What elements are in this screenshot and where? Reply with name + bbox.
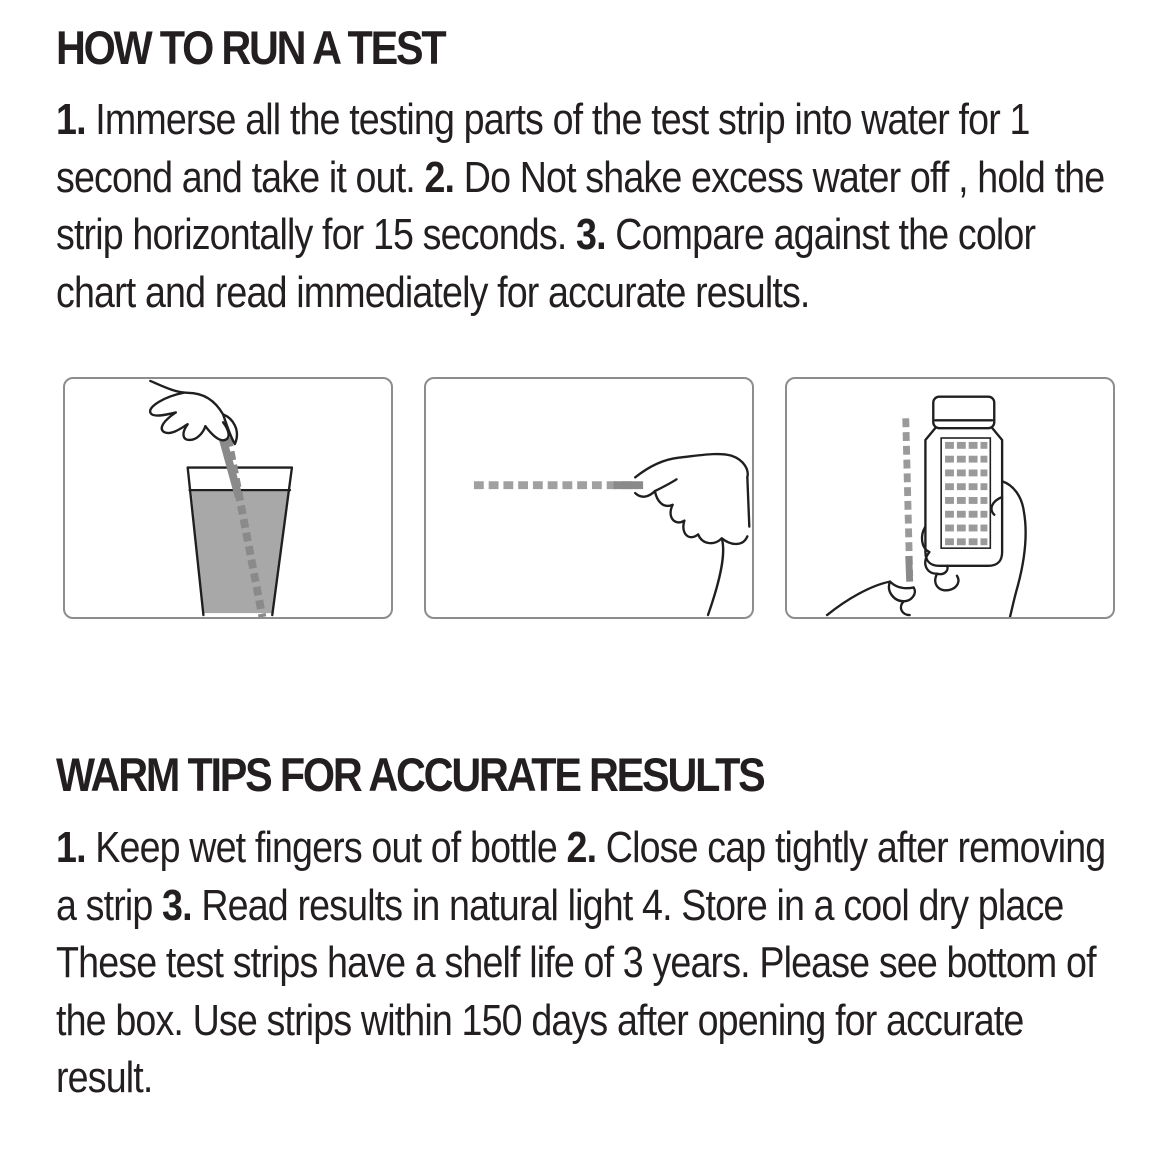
how-to-instructions [56,91,1116,321]
illustration-compare-panel [785,377,1115,619]
illustration-hold-panel [424,377,754,619]
illustration-dip-panel [63,377,393,619]
step-2-text: Do Not shake excess water off , hold the strip horizontally for 15 seconds. [56,152,1105,259]
warm-tips-title: WARM TIPS FOR ACCURATE RESULTS [56,748,764,801]
how-to-title: HOW TO RUN A TEST [56,21,445,74]
tip-3-text: Read results in natural light 4. Store in a cool dry place [191,880,1064,930]
tip-2-number: 2. [566,823,597,872]
hold-strip-horizontal-icon [426,379,752,617]
step-3-number: 3. [576,210,606,259]
step-1-number: 1. [56,95,86,144]
compare-with-color-chart-icon [787,379,1113,617]
tip-1-number: 1. [56,823,86,872]
shelf-life-note: These test strips have a shelf life of 3 years. Please see bottom of the box. Use strips within 150 days after opening for accurate result. [56,938,1096,1102]
strip-in-water-glass-icon [65,379,391,617]
tip-2-text: Close cap tightly after removing a strip [56,823,1106,930]
tip-1-text: Keep wet fingers out of bottle [85,823,567,872]
warm-tips-text [56,819,1116,1107]
step-1-text: Immerse all the testing parts of the test strip into water for 1 second and take it out. [56,95,1030,202]
step-2-number: 2. [424,152,455,202]
step-3-text: Compare against the color chart and read immediately for accurate results. [56,210,1036,317]
tip-3-number: 3. [162,880,192,930]
